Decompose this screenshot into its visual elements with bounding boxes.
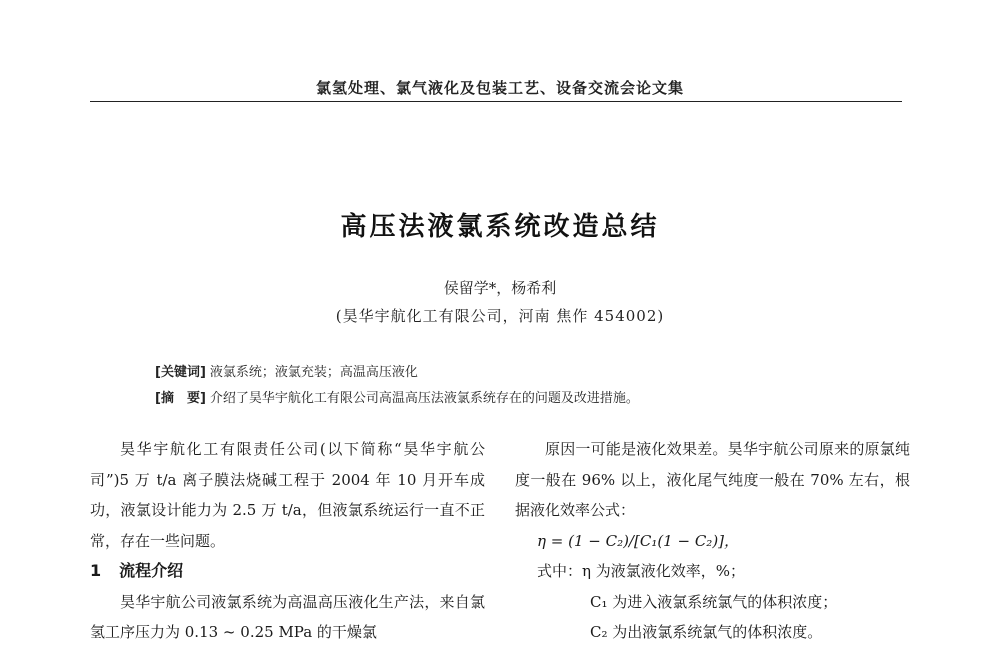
formula-where: 式中：η 为液氯液化效率，%； (537, 562, 746, 580)
running-header: 氯氢处理、氯气液化及包装工艺、设备交流会论文集 (315, 79, 684, 97)
keywords (155, 361, 418, 380)
abstract (155, 387, 639, 406)
section-heading (90, 556, 485, 587)
right-paragraph: 原因一可能是液化效果差。昊华宇航公司原来的原氯纯度一般在 96% 以上，液化尾气纯度一般在 70% 左右，根据液化效率公式： (515, 440, 910, 519)
keywords-text: 液氯系统；液氯充装；高温高压液化 (209, 365, 418, 380)
section-number: 1 (90, 561, 102, 580)
keywords-label: [关键词] (155, 365, 206, 380)
efficiency-formula: η = (1 − C₂)/[C₁(1 − C₂)]， (537, 531, 740, 550)
abstract-label: [摘 要] (155, 391, 206, 406)
section-paragraph: 昊华宇航公司液氯系统为高温高压液化生产法，来自氯氢工序压力为 0.13 ~ 0.25 MPa 的干燥氯 (90, 592, 485, 641)
left-column (90, 434, 485, 648)
paper-title: 高压法液氯系统改造总结 (340, 212, 660, 242)
affiliation: (昊华宇航化工有限公司，河南 焦作 454002) (335, 307, 665, 325)
authors: 侯留学*，杨希利 (443, 279, 557, 297)
right-column (515, 434, 910, 648)
section-title: 流程介绍 (119, 561, 184, 580)
abstract-text: 介绍了昊华宇航化工有限公司高温高压法液氯系统存在的问题及改进措施。 (209, 391, 639, 406)
formula-def-c1: C₁ 为进入液氯系统氯气的体积浓度； (590, 592, 838, 611)
formula-def-c2: C₂ 为出液氯系统氯气的体积浓度。 (590, 623, 823, 641)
intro-paragraph: 昊华宇航化工有限责任公司(以下简称“昊华宇航公司”)5 万 t/a 离子膜法烧碱工程于 2004 年 10 月开车成功，液氯设计能力为 2.5 万 t/a，但液氯系统运行一直不正常，存在一些问题。 (90, 440, 485, 550)
header-rule (90, 101, 902, 102)
